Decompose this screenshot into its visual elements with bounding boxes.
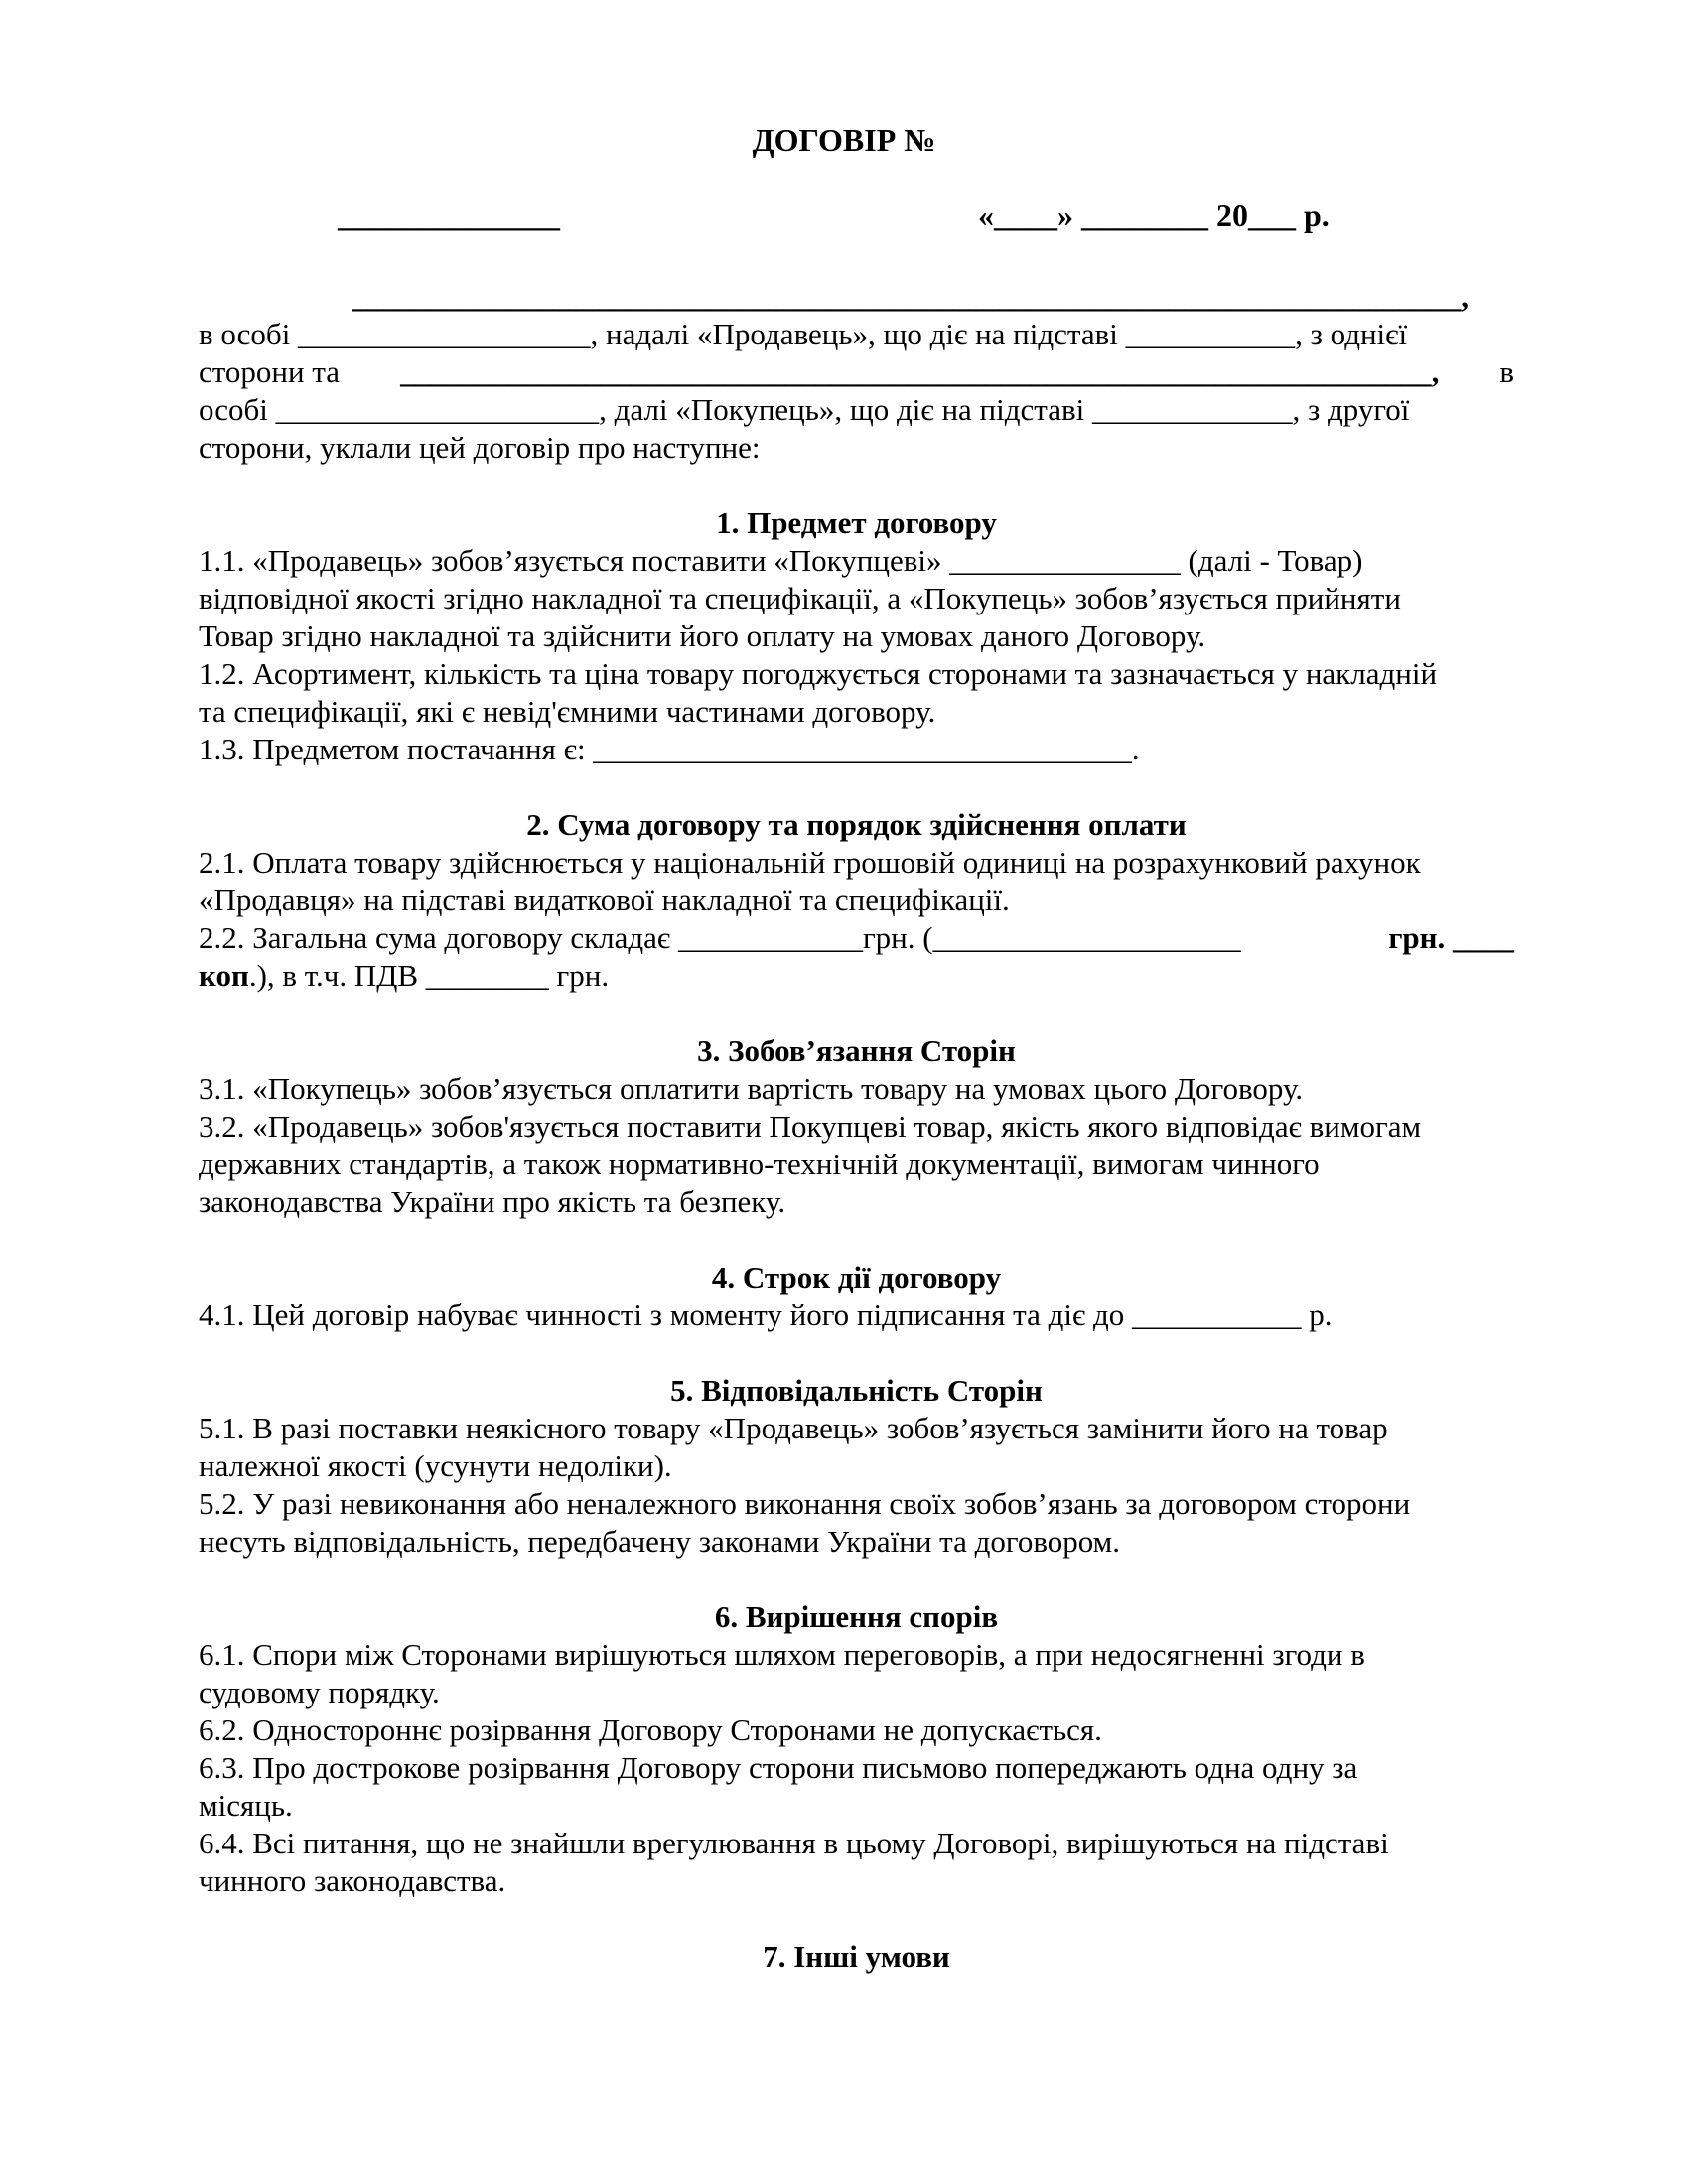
clause-1-3: 1.3. Предметом постачання є: ___________________________________. <box>199 732 1140 766</box>
clause-2-2-currency: грн. ____ <box>1388 920 1514 955</box>
clause-5-2-line-2: несуть відповідальність, передбачену законами України та договором. <box>199 1524 1121 1559</box>
section-1-heading: 1. Предмет договору <box>716 505 997 540</box>
clause-2-2-kop: коп <box>199 958 249 993</box>
clause-2-1-line-2: «Продавця» на підставі видаткової накладної та специфікації. <box>199 883 1010 917</box>
clause-6-4-line-1: 6.4. Всі питання, що не знайшли врегулювання в цьому Договорі, вирішуються на підставі <box>199 1826 1389 1860</box>
clause-2-2-vat: .), в т.ч. ПДВ ________ грн. <box>248 958 610 993</box>
clause-6-1-line-2: судовому порядку. <box>199 1675 440 1709</box>
clause-4-1: 4.1. Цей договір набуває чинності з моменту його підписання та діє до ___________ р. <box>199 1297 1333 1332</box>
clause-2-2-line-2 <box>199 957 1514 995</box>
seller-name-line: ________________________________________________________________________, <box>352 279 1469 314</box>
intro-line-4: сторони, уклали цей договір про наступне: <box>199 430 761 465</box>
intro-line-2 <box>199 353 1514 391</box>
clause-3-1: 3.1. «Покупець» зобов’язується оплатити вартість товару на умовах цього Договору. <box>199 1071 1304 1106</box>
section-7-heading: 7. Інші умови <box>763 1939 950 1974</box>
clause-6-2: 6.2. Одностороннє розірвання Договору Сторонами не допускається. <box>199 1712 1102 1747</box>
clause-1-2-line-1: 1.2. Асортимент, кількість та ціна товару погоджується сторонами та зазначається у накладній <box>199 656 1438 691</box>
clause-3-2-line-2: державних стандартів, а також нормативно-технічній документації, вимогам чинного <box>199 1147 1320 1181</box>
clause-6-3-line-1: 6.3. Про дострокове розірвання Договору сторони письмово попереджають одна одну за <box>199 1750 1358 1785</box>
clause-5-1-line-2: належної якості (усунути недоліки). <box>199 1448 672 1483</box>
date-line: «____» ________ 20___ р. <box>978 198 1330 233</box>
section-5-heading: 5. Відповідальність Сторін <box>670 1373 1043 1408</box>
clause-1-1-line-1: 1.1. «Продавець» зобов’язується поставити «Покупцеві» _______________ (далі - Товар) <box>199 543 1363 578</box>
clause-5-1-line-1: 5.1. В разі поставки неякісного товару «Продавець» зобов’язується замінити його на товар <box>199 1411 1388 1445</box>
section-3-heading: 3. Зобов’язання Сторін <box>697 1033 1016 1068</box>
intro-line-2-start: сторони та <box>199 354 341 389</box>
clause-3-2-line-3: законодавства України про якість та безпеку. <box>199 1184 786 1219</box>
clause-1-1-line-3: Товар згідно накладної та здійснити його оплату на умовах даного Договору. <box>199 618 1206 653</box>
clause-5-2-line-1: 5.2. У разі невиконання або неналежного виконання своїх зобов’язань за договором сторони <box>199 1486 1411 1521</box>
clause-2-1-line-1: 2.1. Оплата товару здійснюється у національній грошовій одиниці на розрахунковий рахунок <box>199 845 1421 880</box>
buyer-name-line: ___________________________________________________________________, <box>400 354 1440 389</box>
clause-1-2-line-2: та специфікації, які є невід'ємними частинами договору. <box>199 694 936 729</box>
document-title: ДОГОВІР № <box>752 122 936 158</box>
section-2-heading: 2. Сума договору та порядок здійснення оплати <box>526 807 1187 842</box>
clause-3-2-line-1: 3.2. «Продавець» зобов'язується поставити Покупцеві товар, якість якого відповідає вимогам <box>199 1109 1422 1144</box>
clause-6-1-line-1: 6.1. Спори між Сторонами вирішуються шляхом переговорів, а при недосягненні згоди в <box>199 1637 1365 1672</box>
clause-2-2-sum-text: 2.2. Загальна сума договору складає ____________грн. (____________________ <box>199 920 1241 955</box>
intro-line-3: особі _____________________, далі «Покупець», що діє на підставі _____________, з другої <box>199 392 1410 427</box>
clause-6-3-line-2: місяць. <box>199 1788 293 1823</box>
section-6-heading: 6. Вирішення спорів <box>714 1599 999 1634</box>
intro-line-2-end: в <box>1499 354 1514 389</box>
place-blank: ______________ <box>338 198 560 233</box>
document-body <box>199 278 1514 1976</box>
intro-line-1: в особі ___________________, надалі «Продавець», що діє на підставі ___________, з однієї <box>199 317 1408 351</box>
clause-1-1-line-2: відповідної якості згідно накладної та специфікації, а «Покупець» зобов’язується прийняти <box>199 581 1401 615</box>
clause-2-2-line-1 <box>199 919 1514 957</box>
section-4-heading: 4. Строк дії договору <box>711 1260 1002 1295</box>
clause-6-4-line-2: чинного законодавства. <box>199 1863 506 1898</box>
